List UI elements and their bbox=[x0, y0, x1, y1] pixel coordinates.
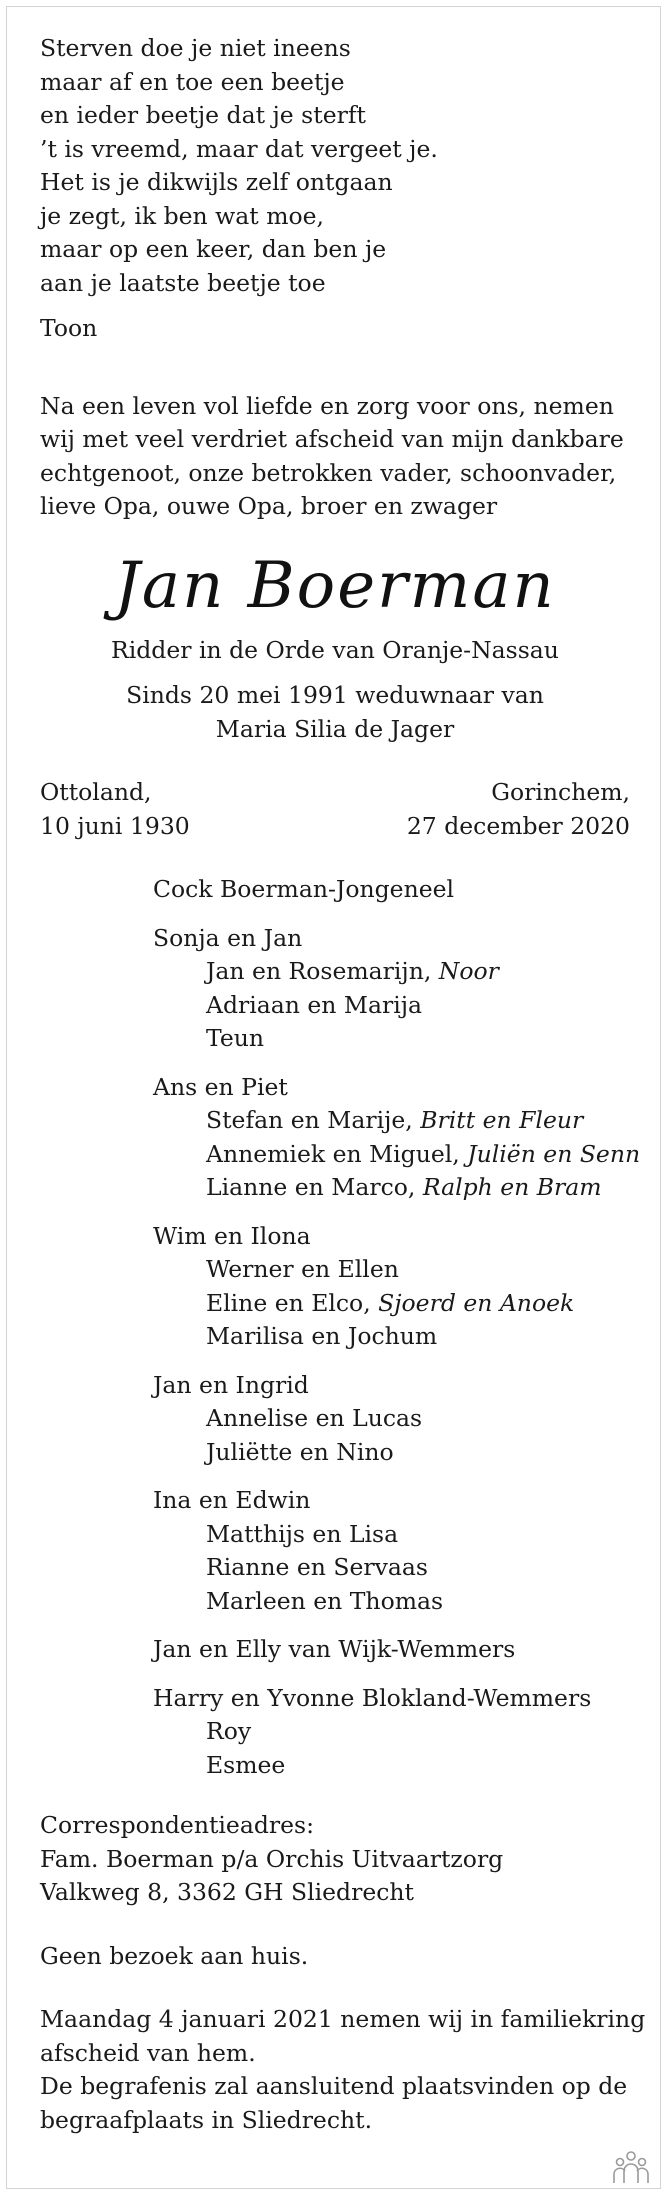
poem bbox=[40, 32, 630, 300]
great-grandchildren-names: Britt en Fleur bbox=[420, 1106, 584, 1134]
family-member: Sonja en Jan bbox=[153, 923, 303, 952]
poem-line: en ieder beetje dat je sterft bbox=[40, 101, 366, 129]
deceased-name: Jan Boerman bbox=[114, 548, 556, 623]
no-visit-note: Geen bezoek aan huis. bbox=[40, 1941, 309, 1970]
birth-death-info bbox=[40, 776, 630, 843]
funeral-line: Maandag 4 januari 2021 nemen wij in familiekring bbox=[40, 2005, 646, 2033]
widower-line-2: Maria Silia de Jager bbox=[215, 714, 455, 743]
funeral-line: begraafplaats in Sliedrecht. bbox=[40, 2105, 373, 2134]
family-member: Ans en Piet bbox=[153, 1072, 288, 1101]
family-group bbox=[153, 1633, 630, 1667]
family-member: Cock Boerman-Jongeneel bbox=[153, 875, 455, 903]
poem-line: ’t is vreemd, maar dat vergeet je. bbox=[40, 134, 438, 163]
address-line: Valkweg 8, 3362 GH Sliedrecht bbox=[40, 1878, 414, 1906]
poem-line: Het is je dikwijls zelf ontgaan bbox=[40, 168, 393, 196]
intro-line: wij met veel verdriet afscheid van mijn dankbare bbox=[40, 425, 624, 453]
grandchild-names: Roy bbox=[206, 1717, 252, 1745]
grandchild-names: Annemiek en Miguel, bbox=[206, 1139, 468, 1168]
grandchild-family bbox=[206, 1436, 630, 1470]
death-date: 27 december 2020 bbox=[406, 811, 630, 840]
poem-line: maar af en toe een beetje bbox=[40, 67, 345, 96]
family-group bbox=[153, 1071, 641, 1205]
family-member: Wim en Ilona bbox=[153, 1221, 311, 1250]
grandchild-names: Stefan en Marije, bbox=[206, 1106, 421, 1134]
grandchild-names: Marilisa en Jochum bbox=[206, 1322, 438, 1350]
grandchild-names: Werner en Ellen bbox=[206, 1255, 399, 1283]
grandchild-family bbox=[206, 1253, 630, 1287]
grandchild-names: Juliëtte en Nino bbox=[206, 1437, 394, 1466]
intro-line: lieve Opa, ouwe Opa, broer en zwager bbox=[40, 492, 498, 520]
family-member: Ina en Edwin bbox=[153, 1486, 311, 1514]
family-group bbox=[153, 1484, 630, 1618]
grandchild-names: Adriaan en Marija bbox=[206, 990, 423, 1019]
address-line: Fam. Boerman p/a Orchis Uitvaartzorg bbox=[40, 1844, 504, 1873]
family-group bbox=[153, 922, 630, 1056]
grandchild-family bbox=[206, 1715, 630, 1749]
great-grandchildren-names: Juliën en Senn bbox=[467, 1139, 641, 1168]
grandchild-family bbox=[206, 1138, 641, 1172]
address-line: Correspondentieadres: bbox=[40, 1811, 315, 1839]
grandchild-family bbox=[206, 1585, 630, 1619]
people-group-icon bbox=[609, 2149, 653, 2185]
intro-line: echtgenoot, onze betrokken vader, schoonvader, bbox=[40, 458, 617, 487]
honor-line: Ridder in de Orde van Oranje-Nassau bbox=[111, 635, 559, 664]
grandchild-family bbox=[206, 1402, 630, 1436]
family-group bbox=[153, 1682, 630, 1783]
great-grandchildren-names: Sjoerd en Anoek bbox=[378, 1288, 575, 1317]
family-member: Jan en Elly van Wijk-Wemmers bbox=[153, 1635, 516, 1663]
grandchild-names: Marleen en Thomas bbox=[206, 1586, 444, 1615]
grandchild-names: Eline en Elco, bbox=[206, 1288, 379, 1317]
grandchild-family bbox=[206, 989, 630, 1023]
great-grandchildren-names: Ralph en Bram bbox=[422, 1173, 602, 1201]
grandchild-names: Esmee bbox=[206, 1750, 286, 1779]
obituary-notice bbox=[40, 32, 646, 2137]
poem-line: je zegt, ik ben wat moe, bbox=[40, 201, 325, 230]
death-place: Gorinchem, bbox=[491, 778, 630, 806]
grandchild-names: Rianne en Servaas bbox=[206, 1553, 428, 1581]
death-info bbox=[407, 776, 630, 843]
grandchild-names: Annelise en Lucas bbox=[206, 1404, 423, 1432]
grandchild-names: Teun bbox=[206, 1024, 265, 1052]
intro-text bbox=[40, 390, 630, 524]
family-list bbox=[153, 873, 641, 1782]
family-member: Jan en Ingrid bbox=[153, 1370, 309, 1399]
grandchild-family bbox=[206, 1104, 630, 1138]
grandchild-family bbox=[206, 955, 630, 989]
birth-date: 10 juni 1930 bbox=[40, 811, 190, 840]
poem-author: Toon bbox=[40, 314, 98, 342]
grandchild-family bbox=[206, 1287, 630, 1321]
poem-line: aan je laatste beetje toe bbox=[40, 268, 326, 297]
family-group bbox=[153, 1369, 630, 1470]
funeral-line: De begrafenis zal aansluitend plaatsvinden op de bbox=[40, 2072, 628, 2100]
funeral-details bbox=[40, 2003, 646, 2137]
poem-line: Sterven doe je niet ineens bbox=[40, 34, 351, 62]
grandchild-family bbox=[206, 1749, 630, 1783]
poem-line: maar op een keer, dan ben je bbox=[40, 235, 387, 263]
family-group bbox=[153, 1220, 630, 1354]
widower-line-1: Sinds 20 mei 1991 weduwnaar van bbox=[126, 681, 544, 709]
grandchild-names: Jan en Rosemarijn, bbox=[206, 957, 439, 985]
family-member: Harry en Yvonne Blokland-Wemmers bbox=[153, 1683, 592, 1712]
grandchild-family bbox=[206, 1320, 630, 1354]
grandchild-names: Lianne en Marco, bbox=[206, 1173, 423, 1201]
intro-line: Na een leven vol liefde en zorg voor ons, nemen bbox=[40, 391, 614, 420]
correspondence-address bbox=[40, 1809, 630, 1910]
birth-place: Ottoland, bbox=[40, 778, 152, 806]
birth-info bbox=[40, 776, 190, 843]
grandchild-family bbox=[206, 1551, 630, 1585]
grandchild-family bbox=[206, 1518, 630, 1552]
great-grandchildren-names: Noor bbox=[438, 957, 499, 985]
family-group bbox=[153, 873, 630, 907]
grandchild-names: Matthijs en Lisa bbox=[206, 1519, 399, 1548]
grandchild-family bbox=[206, 1171, 630, 1205]
funeral-line: afscheid van hem. bbox=[40, 2038, 256, 2067]
grandchild-family bbox=[206, 1022, 630, 1056]
